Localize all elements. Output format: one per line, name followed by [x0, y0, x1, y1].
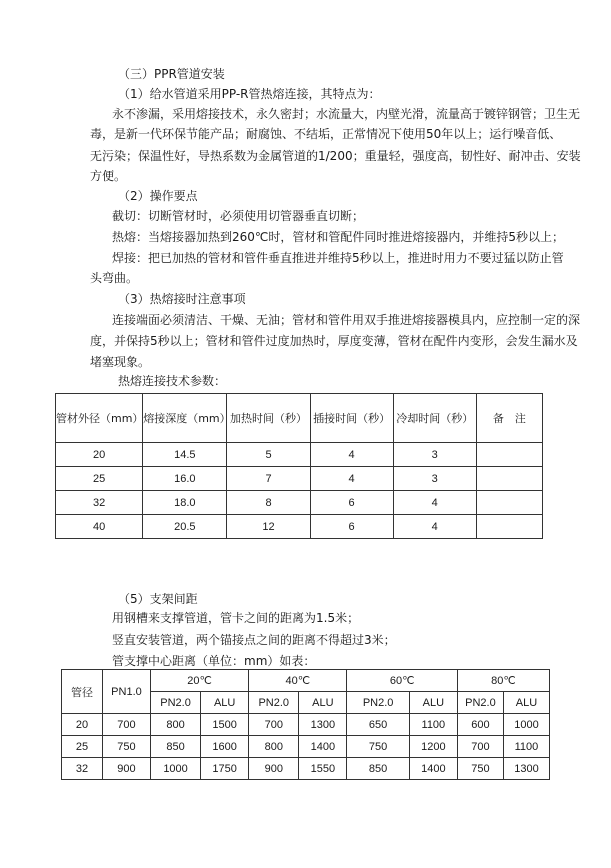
table-cell: 6: [310, 491, 393, 515]
header-cell: ALU: [201, 692, 249, 714]
header-cell: ALU: [409, 692, 457, 714]
table-cell: 6: [310, 515, 393, 539]
table-cell: 16.0: [143, 467, 227, 491]
paragraph-line: 用钢槽来支撑管道，管卡之间的距离为1.5米；: [112, 611, 360, 625]
header-cell: 40℃: [249, 670, 347, 692]
table-cell: 18.0: [143, 491, 227, 515]
header-cell: 熔接深度（mm）: [143, 394, 227, 443]
subheading-3: （3）热熔接时注意事项: [118, 292, 246, 306]
table-cell: 7: [227, 467, 310, 491]
table-cell: 1300: [503, 758, 549, 780]
table-caption: 热熔连接技术参数：: [118, 374, 227, 388]
table-cell: 800: [249, 736, 299, 758]
header-cell: PN2.0: [457, 692, 503, 714]
paragraph-line: 堵塞现象。: [90, 355, 151, 369]
table-cell: 1100: [503, 736, 549, 758]
table-cell: 4: [310, 443, 393, 467]
table-cell: 14.5: [143, 443, 227, 467]
table-cell: 3: [393, 443, 476, 467]
header-cell: ALU: [503, 692, 549, 714]
table-cell: 25: [62, 736, 103, 758]
header-cell: PN1.0: [102, 670, 150, 714]
table-cell: 32: [62, 758, 103, 780]
table-cell: 800: [151, 714, 201, 736]
paragraph-line: 截切：切断管材时，必须使用切管器垂直切断；: [112, 209, 365, 223]
table-cell: 20.5: [143, 515, 227, 539]
table-cell: 700: [102, 714, 150, 736]
table-cell: 20: [62, 714, 103, 736]
table-cell: 650: [347, 714, 409, 736]
table-header-row: [62, 670, 550, 692]
section-title-ppr: （三）PPR管道安装: [118, 67, 225, 81]
paragraph-line: 连接端面必须清洁、干燥、无油；管材和管件用双手推进熔接器模具内，应控制一定的深: [112, 313, 581, 327]
table-cell: 4: [393, 491, 476, 515]
paragraph-line: 无污染；保温性好，导热系数为金属管道的1/200；重量轻，强度高，韧性好、耐冲击、安装: [90, 149, 581, 163]
table-cell: 900: [249, 758, 299, 780]
paragraph-line: 竖直安装管道，两个锚接点之间的距离不得超过3米；: [112, 633, 396, 647]
table-row: [56, 515, 543, 539]
table-cell: 1400: [409, 758, 457, 780]
table-cell: 750: [102, 736, 150, 758]
table-cell: 4: [310, 467, 393, 491]
table-cell: 1550: [299, 758, 347, 780]
table-cell: 750: [347, 736, 409, 758]
table-cell: 3: [393, 467, 476, 491]
table-cell: [476, 467, 542, 491]
table-cell: [476, 491, 542, 515]
table-cell: [476, 515, 542, 539]
paragraph-line: 毒，是新一代环保节能产品；耐腐蚀、不结垢，正常情况下使用50年以上；运行噪音低、: [90, 127, 562, 141]
table-cell: 850: [151, 736, 201, 758]
table-cell: 4: [393, 515, 476, 539]
table-cell: 700: [249, 714, 299, 736]
section-title-support: （5）支架间距: [118, 592, 198, 606]
paragraph-line: 焊接：把已加热的管材和管件垂直推进并维持5秒以上，推进时用力不要过猛以防止管: [112, 251, 564, 265]
header-cell: 冷却时间（秒）: [393, 394, 476, 443]
header-cell: 80℃: [457, 670, 549, 692]
table-cell: [476, 443, 542, 467]
table-cell: 32: [56, 491, 143, 515]
table-cell: 1100: [409, 714, 457, 736]
header-cell: 管材外径（mm）: [56, 394, 143, 443]
header-cell: PN2.0: [249, 692, 299, 714]
table-row: [56, 443, 543, 467]
table-cell: 600: [457, 714, 503, 736]
header-cell: 备 注: [476, 394, 542, 443]
header-cell: 20℃: [151, 670, 249, 692]
header-cell: 加热时间（秒）: [227, 394, 310, 443]
table-cell: 700: [457, 736, 503, 758]
table-row: [62, 758, 550, 780]
table-cell: 1750: [201, 758, 249, 780]
table-cell: 5: [227, 443, 310, 467]
header-cell: ALU: [299, 692, 347, 714]
paragraph-line: 管支撑中心距离（单位：mm）如表：: [112, 654, 316, 668]
paragraph-line: 头弯曲。: [90, 271, 139, 285]
header-cell: 管径: [62, 670, 103, 714]
hot-melt-params-table: [55, 393, 543, 539]
table-row: [56, 491, 543, 515]
paragraph-line: 方便。: [90, 169, 127, 183]
table-cell: 25: [56, 467, 143, 491]
support-spacing-table: [61, 669, 550, 780]
table-cell: 750: [457, 758, 503, 780]
subheading-1: （1）给水管道采用PP-R管热熔连接，其特点为：: [118, 87, 381, 101]
table-cell: 20: [56, 443, 143, 467]
header-cell: PN2.0: [151, 692, 201, 714]
header-cell: 60℃: [347, 670, 457, 692]
table-row: [62, 736, 550, 758]
paragraph-line: 度，并保持5秒以上；管材和管件过度加热时，厚度变薄，管材在配件内变形，会发生漏水及: [90, 334, 578, 348]
table-cell: 1600: [201, 736, 249, 758]
table-cell: 1300: [299, 714, 347, 736]
table-cell: 40: [56, 515, 143, 539]
table-cell: 1400: [299, 736, 347, 758]
header-cell: 插接时间（秒）: [310, 394, 393, 443]
table-cell: 900: [102, 758, 150, 780]
table-cell: 12: [227, 515, 310, 539]
paragraph-line: 热熔：当熔接器加热到260℃时，管材和管配件同时推进熔接器内，并维持5秒以上；: [112, 230, 565, 244]
table-cell: 1200: [409, 736, 457, 758]
table-cell: 850: [347, 758, 409, 780]
paragraph-line: 永不渗漏，采用熔接技术，永久密封；水流量大，内壁光滑，流量高于镀锌钢管；卫生无: [112, 107, 581, 121]
table-cell: 1000: [503, 714, 549, 736]
subheading-2: （2）操作要点: [118, 189, 198, 203]
header-cell: PN2.0: [347, 692, 409, 714]
table-row: [56, 467, 543, 491]
table-header-row: [56, 394, 543, 443]
table-cell: 1000: [151, 758, 201, 780]
table-row: [62, 714, 550, 736]
table-cell: 1500: [201, 714, 249, 736]
table-cell: 8: [227, 491, 310, 515]
